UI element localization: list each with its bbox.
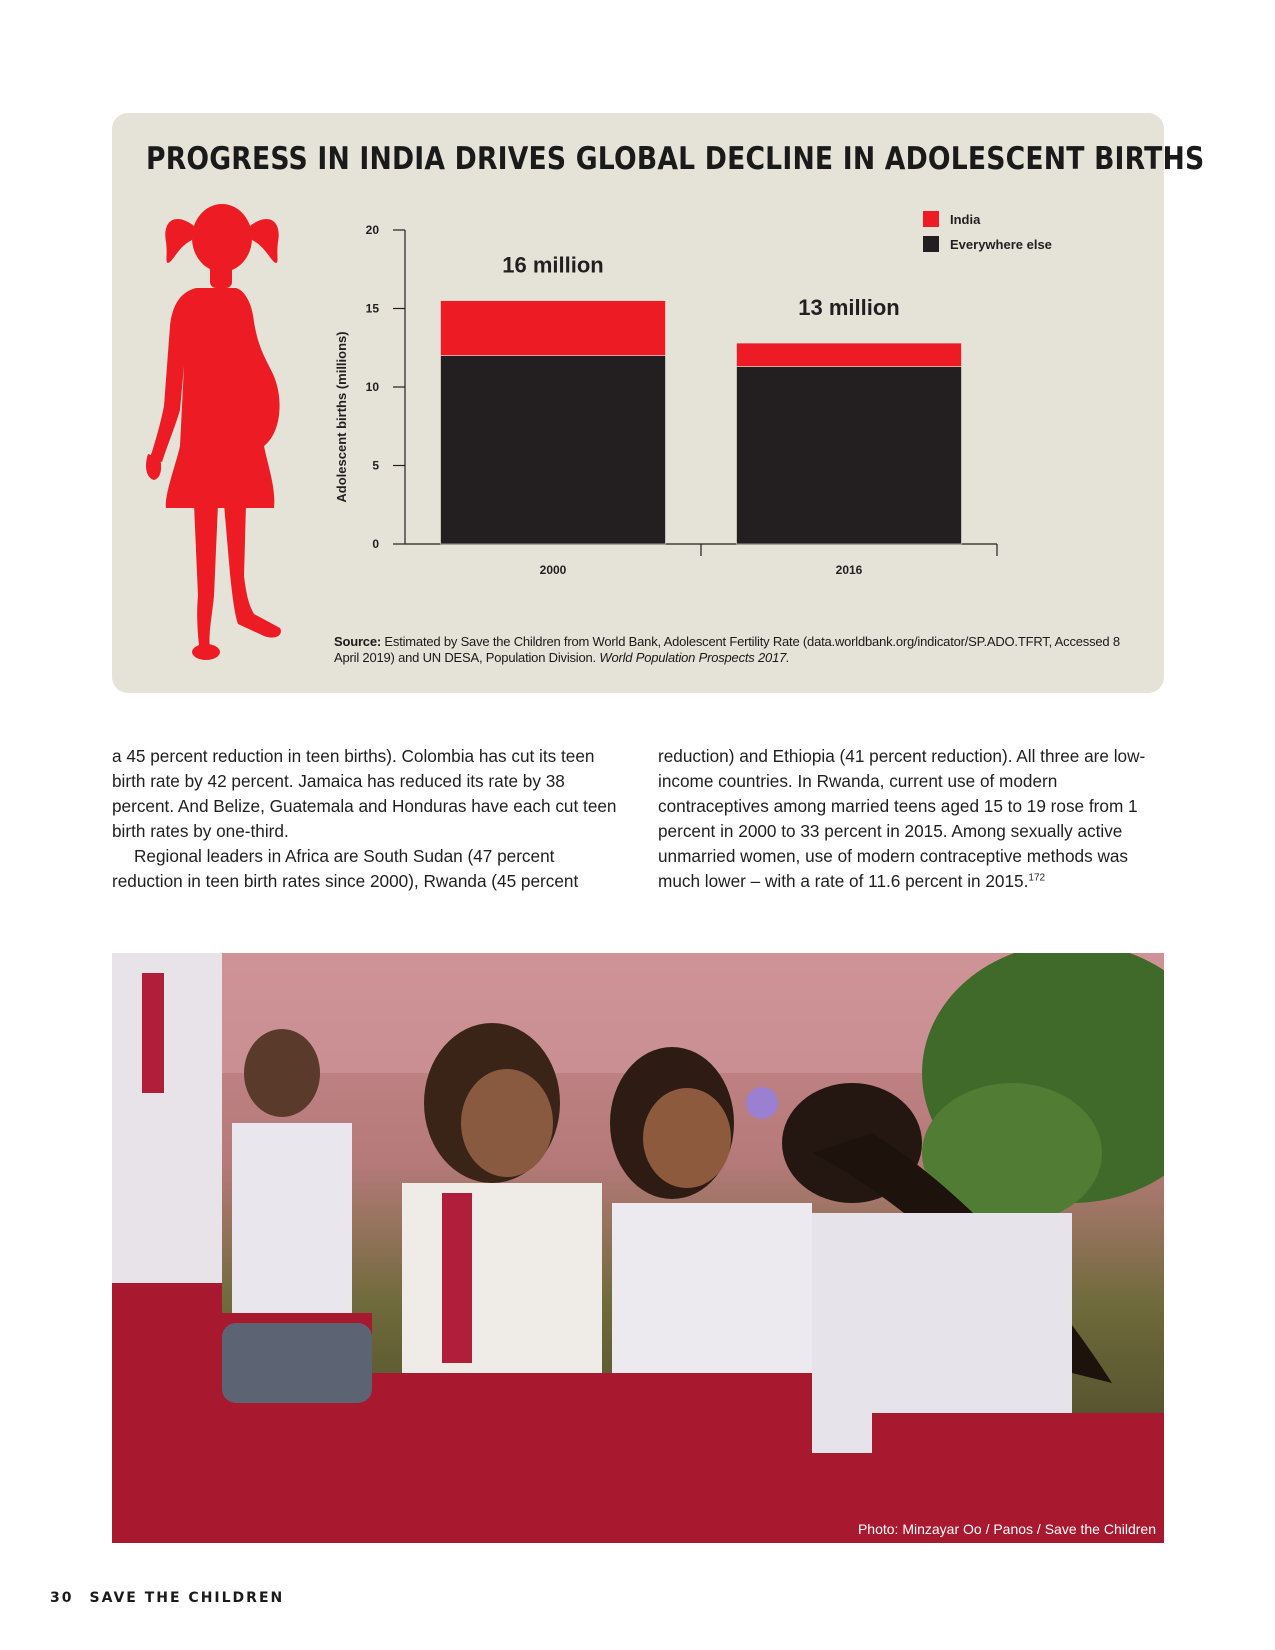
source-italic: World Population Prospects 2017. — [599, 650, 790, 665]
y-tick-label: 15 — [365, 301, 379, 316]
bar-india-2000 — [441, 301, 666, 356]
paragraph — [658, 744, 1164, 894]
photo — [112, 953, 1164, 1543]
y-tick-label: 20 — [365, 223, 379, 237]
page-number: 30 — [50, 1590, 74, 1606]
paragraph-text: reduction) and Ethiopia (41 percent reduction). All three are low-income countries. In Rwanda, current use of modern contraceptives among married teens aged 15 to 19 rose from 1 percent in 2000 to 33 percent in 2015. Among sexually active unmarried women, use of modern contraceptive methods was much lower – with a rate of 11.6 percent in 2015. — [658, 746, 1146, 891]
bar-everywhere-else-2016 — [737, 367, 962, 544]
bar-everywhere-else-2000 — [441, 356, 666, 544]
y-tick-label: 0 — [372, 537, 379, 551]
footer-org: SAVE THE CHILDREN — [89, 1590, 285, 1606]
chart-source-note — [334, 634, 1134, 666]
bar-india-2016 — [737, 343, 962, 367]
paragraph: a 45 percent reduction in teen births). Colombia has cut its teen birth rate by 42 percent. Jamaica has reduced its rate by 38 percent. And Belize, Guatemala and Honduras have each cut teen birth rates by one-third. — [112, 746, 617, 841]
pregnant-girl-silhouette-icon — [140, 196, 300, 666]
x-tick-label: 2016 — [835, 563, 863, 577]
photo-schoolgirls-laughing — [112, 953, 1164, 1543]
bar-total-label: 13 million — [798, 295, 900, 321]
bar-total-label: 16 million — [502, 252, 604, 278]
page-footer — [50, 1590, 284, 1606]
y-tick-label: 10 — [365, 380, 379, 394]
photo-credit: Photo: Minzayar Oo / Panos / Save the Children — [857, 1521, 1156, 1537]
stacked-bar-chart — [330, 205, 1130, 625]
body-column-right — [658, 744, 1164, 894]
paragraph: Regional leaders in Africa are South Sudan (47 percent reduction in teen birth rates since 2000), Rwanda (45 percent — [112, 846, 579, 891]
chart-title: PROGRESS IN INDIA DRIVES GLOBAL DECLINE IN ADOLESCENT BIRTHS — [146, 141, 1205, 177]
y-axis-label: Adolescent births (millions) — [334, 331, 349, 503]
y-tick-label: 5 — [372, 458, 379, 473]
legend-label: India — [950, 212, 981, 227]
source-label: Source: — [334, 634, 382, 649]
x-tick-label: 2000 — [539, 563, 567, 577]
footnote-ref: 172 — [1028, 872, 1046, 884]
source-text: Estimated by Save the Children from World Bank, Adolescent Fertility Rate (data.worldbank.org/indicator/SP.ADO.TFRT, Accessed 8 April 2019) and UN DESA, Population Division. — [334, 634, 1120, 665]
body-column-left — [112, 744, 622, 894]
legend-swatch — [923, 211, 939, 227]
legend-swatch — [923, 236, 939, 252]
legend-label: Everywhere else — [950, 237, 1052, 252]
